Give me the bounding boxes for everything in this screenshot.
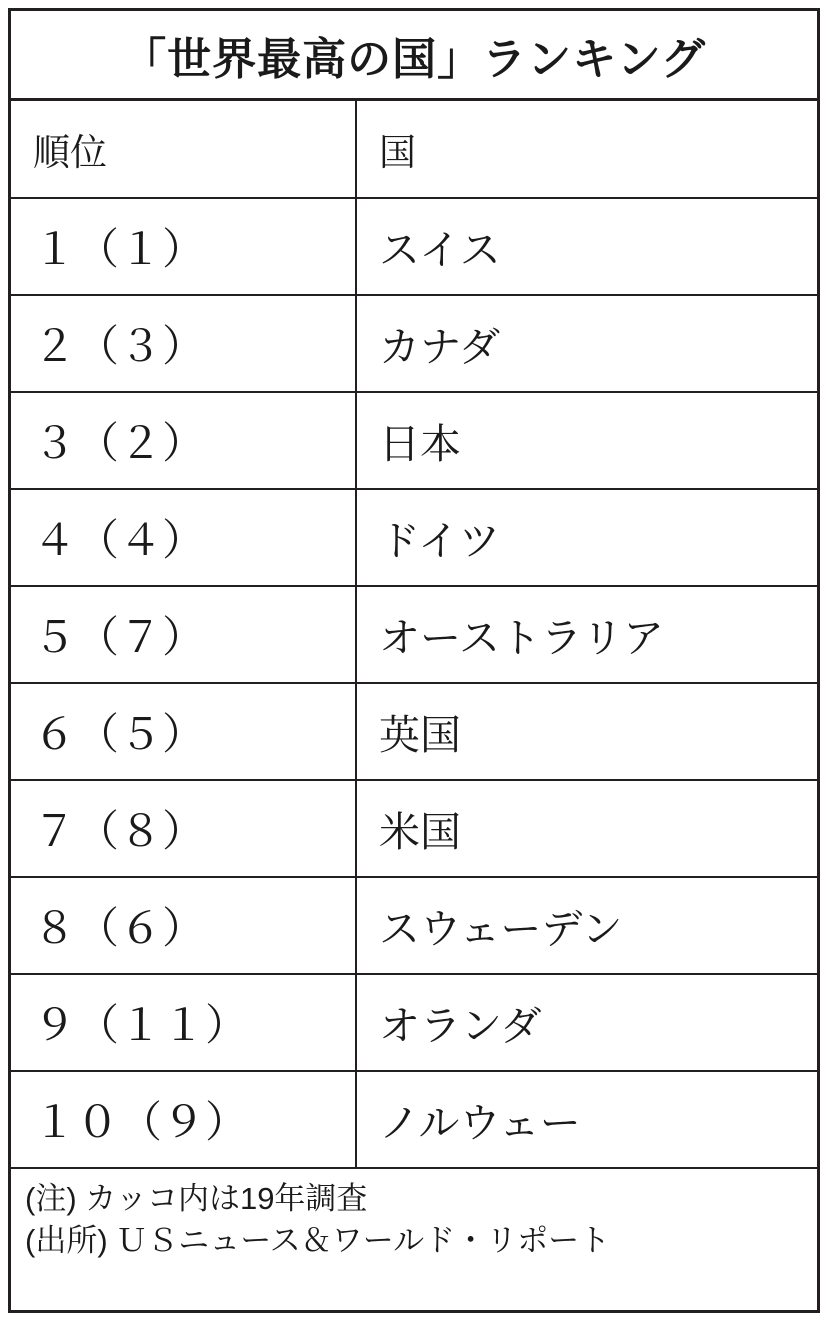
- cell-country: スウェーデン: [356, 877, 817, 974]
- cell-country: カナダ: [356, 295, 817, 392]
- cell-country: 日本: [356, 392, 817, 489]
- figure-title-bar: [11, 11, 817, 101]
- source-text: (出所) ＵＳニュース＆ワールド・リポート: [25, 1222, 611, 1258]
- column-header-country: 国: [356, 101, 817, 198]
- table-row: [11, 489, 817, 586]
- cell-country: スイス: [356, 198, 817, 295]
- cell-country: 米国: [356, 780, 817, 877]
- table-header-row: [11, 101, 817, 198]
- table-row: [11, 683, 817, 780]
- cell-rank: ３（２）: [11, 392, 356, 489]
- cell-rank: ９（１１）: [11, 974, 356, 1071]
- table-row: [11, 974, 817, 1071]
- cell-rank: １０（９）: [11, 1071, 356, 1168]
- table-row: [11, 586, 817, 683]
- cell-country: ノルウェー: [356, 1071, 817, 1168]
- cell-rank: １（１）: [11, 198, 356, 295]
- cell-rank: ４（４）: [11, 489, 356, 586]
- cell-rank: ５（７）: [11, 586, 356, 683]
- cell-rank: ２（３）: [11, 295, 356, 392]
- cell-country: ドイツ: [356, 489, 817, 586]
- cell-country: オランダ: [356, 974, 817, 1071]
- table-row: [11, 1071, 817, 1168]
- note-text: (注) カッコ内は19年調査: [25, 1181, 368, 1216]
- table-row: [11, 392, 817, 489]
- table-row: [11, 877, 817, 974]
- ranking-table-figure: [8, 8, 820, 1313]
- cell-rank: ６（５）: [11, 683, 356, 780]
- table-row: [11, 295, 817, 392]
- cell-country: 英国: [356, 683, 817, 780]
- cell-rank: ８（６）: [11, 877, 356, 974]
- figure-notes: [11, 1169, 817, 1310]
- cell-rank: ７（８）: [11, 780, 356, 877]
- page-title: 「世界最高の国」ランキング: [122, 34, 706, 84]
- table-row: [11, 780, 817, 877]
- cell-country: オーストラリア: [356, 586, 817, 683]
- ranking-table: [11, 101, 817, 1169]
- column-header-rank: 順位: [11, 101, 356, 198]
- table-row: [11, 198, 817, 295]
